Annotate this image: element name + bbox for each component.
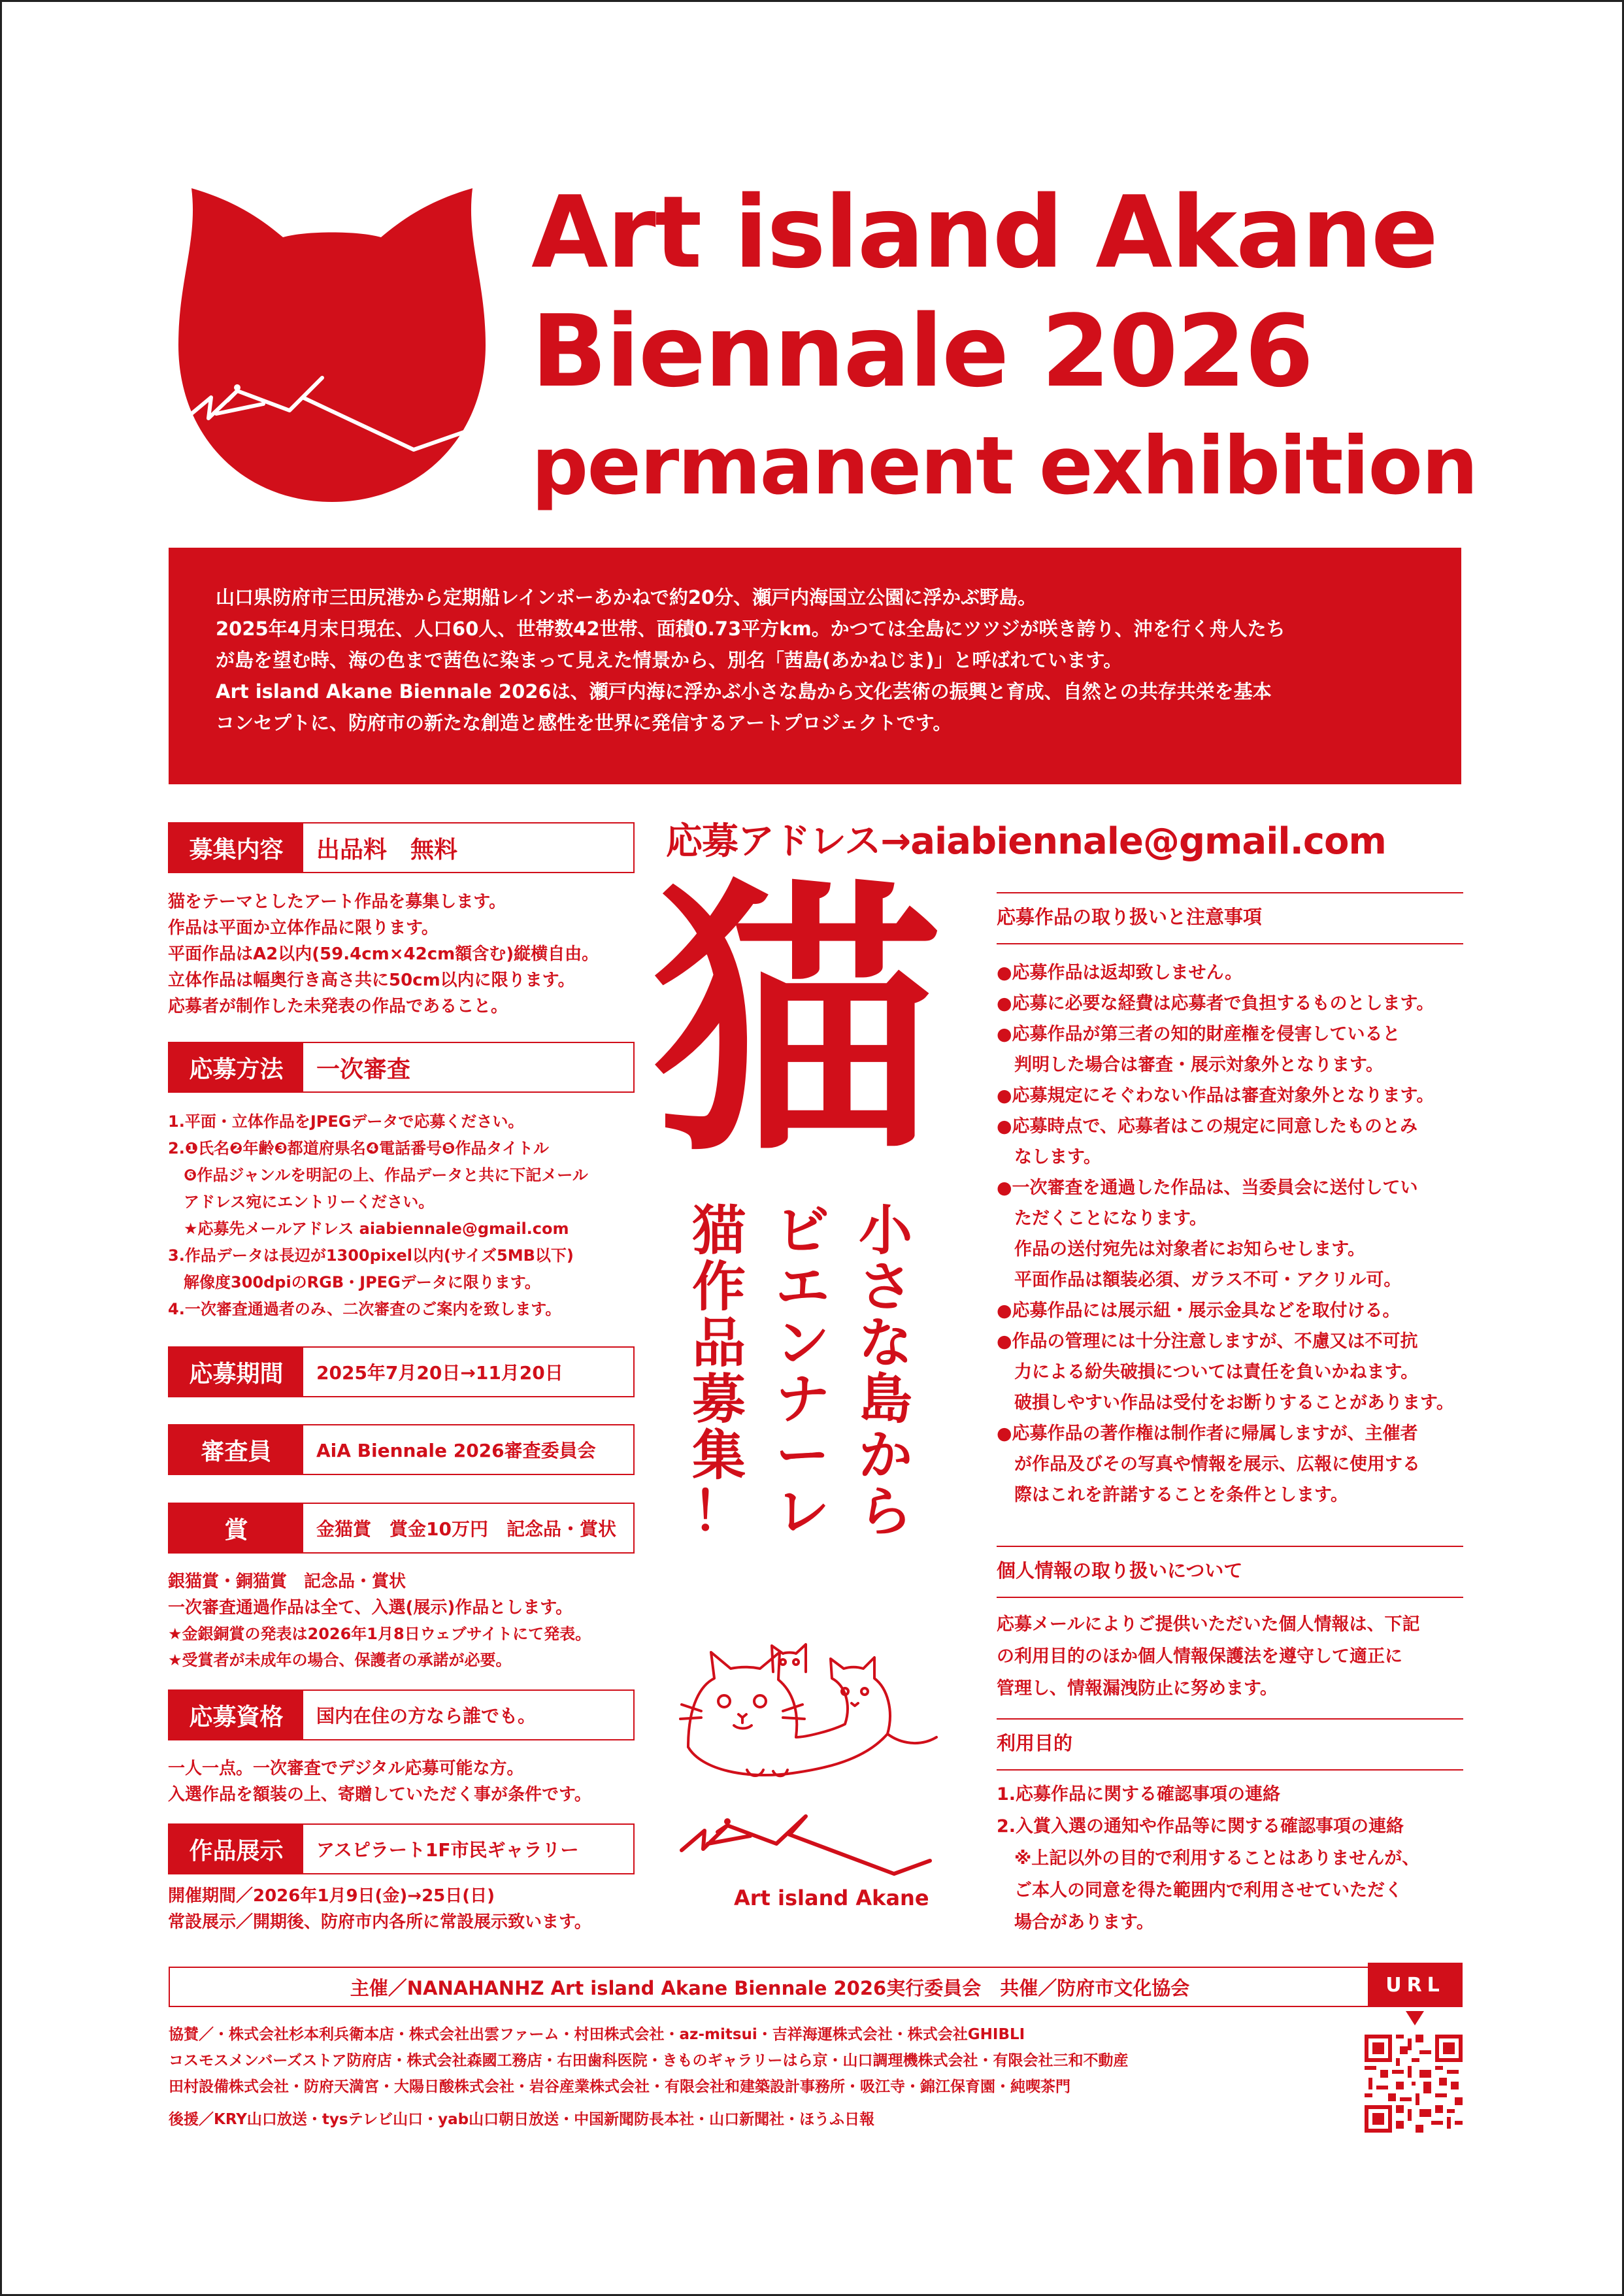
purpose-heading: 利用目的 [997, 1718, 1463, 1771]
entry-address[interactable]: 応募アドレス→aiabiennale@gmail.com [666, 820, 1386, 863]
text-line: ●応募作品は返却致しません。 [997, 963, 1243, 983]
text-line: 開催期間／2026年1月9日(金)→25日(日) [168, 1886, 495, 1906]
intro-line: が島を望む時、海の色まで茜色に染まって見えた情景から、別名「茜島(あかねじま)」と呼ばれています。 [216, 649, 1123, 671]
intro-line: 山口県防府市三田尻港から定期船レインボーあかねで約20分、瀬戸内海国立公園に浮かぶ野島。 [216, 586, 1037, 608]
prize-value: 金猫賞 賞金10万円 記念品・賞状 [316, 1518, 616, 1540]
privacy-text [997, 1608, 1419, 1705]
title-line-1: Art island Akane [531, 175, 1437, 290]
char: 集 [691, 1424, 746, 1487]
text-line: 入選作品を額装の上、寄贈していただく事が条件です。 [168, 1785, 591, 1805]
text-line: ●応募作品の著作権は制作者に帰属しますが、主催者 [997, 1423, 1418, 1444]
sponsor-line: 田村設備株式会社・防府天満宮・大陽日酸株式会社・岩谷産業株式会社・有限会社和建築設計事務所・吸江寺・錦江保育園・純喫茶門 [169, 2078, 1070, 2095]
char: ナ [775, 1368, 829, 1431]
text-line: ★応募先メールアドレス aiabiennale@gmail.com [168, 1220, 569, 1238]
text-line: アドレス宛にエントリーください。 [168, 1193, 435, 1211]
text-line: 平面作品は額装必須、ガラス不可・アクリル可。 [997, 1270, 1402, 1290]
text-line: 銀猫賞・銅猫賞 記念品・賞状 [168, 1572, 406, 1591]
char: 小 [858, 1199, 912, 1262]
handling-heading: 応募作品の取り扱いと注意事項 [997, 892, 1463, 944]
aia-logo [678, 1811, 933, 1876]
cat-logo [165, 182, 499, 515]
vertical-col-1 [856, 1199, 915, 1543]
text-line: ★金銀銅賞の発表は2026年1月8日ウェブサイトにて発表。 [168, 1625, 591, 1643]
organizer-bar: 主催／NANAHANHZ Art island Akane Biennale 2026実行委員会 共催／防府市文化協会 [169, 1967, 1371, 2007]
char: エ [775, 1256, 829, 1318]
big-cat-kanji: 猫 [652, 852, 940, 1190]
intro-line: コンセプトに、防府市の新たな創造と感性を世界に発信するアートプロジェクトです。 [216, 712, 952, 734]
period-label: 応募期間 [169, 1348, 303, 1396]
support-line: 後援／KRY山口放送・tysテレビ山口・yab山口朝日放送・中国新聞防長本社・山口新聞社・ほうふ日報 [169, 2111, 875, 2128]
cats-illustration [675, 1606, 956, 1789]
text-line: の利用目的のほか個人情報保護法を遵守して適正に [997, 1646, 1402, 1667]
recruit-value: 出品料 無料 [316, 836, 458, 863]
char: 品 [691, 1312, 746, 1374]
text-line: 常設展示／開期後、防府市内各所に常設展示致います。 [168, 1912, 591, 1932]
text-line: 3.作品データは長辺が1300pixel以内(サイズ5MB以下) [168, 1246, 574, 1265]
char: 島 [858, 1368, 912, 1431]
char: か [858, 1424, 912, 1487]
vertical-col-2 [773, 1199, 832, 1543]
privacy-heading: 個人情報の取り扱いについて [997, 1546, 1463, 1598]
text-line: 一人一点。一次審査でデジタル応募可能な方。 [168, 1759, 524, 1778]
text-line: ●応募規定にそぐわない作品は審査対象外となります。 [997, 1086, 1434, 1106]
sponsor-line: 協賛／・株式会社杉本利兵衛本店・株式会社出雲ファーム・村田株式会社・az-mitsui・吉祥海運株式会社・株式会社GHIBLI [169, 2026, 1025, 2043]
method-header [168, 1042, 635, 1093]
url-label: URL [1368, 1963, 1463, 2007]
text-line: 平面作品はA2以内(59.4cm×42cm額含む)縦横自由。 [168, 944, 599, 964]
recruit-header [168, 822, 635, 873]
text-line: 破損しやすい作品は受付をお断りすることがあります。 [997, 1393, 1454, 1413]
purpose-text [997, 1778, 1419, 1938]
text-line: 1.平面・立体作品をJPEGデータで応募ください。 [168, 1112, 524, 1131]
text-line: 応募者が制作した未発表の作品であること。 [168, 997, 508, 1016]
text-line: 力による紛失破損については責任を負いかねます。 [997, 1362, 1419, 1382]
method-label: 応募方法 [169, 1043, 303, 1091]
text-line: 際はこれを許諾することを条件とします。 [997, 1485, 1348, 1505]
prize-text [168, 1569, 591, 1673]
text-line: 一次審査通過作品は全て、入選(展示)作品とします。 [168, 1598, 573, 1618]
text-line: ●応募作品が第三者の知的財産権を侵害していると [997, 1024, 1400, 1044]
judges-value: AiA Biennale 2026審査委員会 [316, 1440, 596, 1461]
exhibition-text [168, 1883, 591, 1935]
recruit-label: 募集内容 [169, 824, 303, 872]
char: レ [775, 1480, 829, 1543]
char: な [858, 1312, 912, 1374]
text-line: 1.応募作品に関する確認事項の連絡 [997, 1784, 1281, 1805]
text-line: 管理し、情報漏洩防止に努めます。 [997, 1678, 1278, 1699]
text-line: ご本人の同意を得た範囲内で利用させていただく [997, 1880, 1402, 1901]
text-line: 作品の送付宛先は対象者にお知らせします。 [997, 1239, 1366, 1259]
prize-label: 賞 [169, 1504, 303, 1552]
method-value: 一次審査 [316, 1056, 411, 1083]
vertical-col-3 [689, 1199, 748, 1543]
eligibility-label: 応募資格 [169, 1691, 303, 1739]
sponsors [169, 2021, 1129, 2100]
text-line: 4.一次審査通過者のみ、二次審査のご案内を致します。 [168, 1300, 561, 1318]
char: ！ [691, 1480, 746, 1543]
text-line: 場合があります。 [997, 1912, 1154, 1933]
text-line: ★受賞者が未成年の場合、保護者の承諾が必要。 [168, 1651, 512, 1669]
sponsor-line: コスモスメンバーズストア防府店・株式会社森國工務店・右田歯科医院・きものギャラリーはら京・山口調理機株式会社・有限会社三和不動産 [169, 2052, 1129, 2069]
eligibility-value: 国内在住の方なら誰でも。 [316, 1705, 537, 1727]
period-header [168, 1346, 635, 1397]
handling-text [997, 957, 1454, 1510]
text-line: ●作品の管理には十分注意しますが、不慮又は不可抗 [997, 1331, 1418, 1352]
text-line: 解像度300dpiのRGB・JPEGデータに限ります。 [168, 1273, 540, 1291]
text-line: ●応募作品には展示紐・展示金具などを取付ける。 [997, 1301, 1400, 1321]
char: ー [775, 1424, 829, 1487]
char: ら [858, 1480, 912, 1543]
char: 募 [691, 1368, 746, 1431]
text-line: ●応募に必要な経費は応募者で負担するものとします。 [997, 993, 1434, 1014]
char: ビ [775, 1199, 829, 1262]
text-line: が作品及びその写真や情報を展示、広報に使用する [997, 1454, 1420, 1474]
method-text [168, 1108, 588, 1323]
char: ン [775, 1312, 829, 1374]
text-line: ❻作品ジャンルを明記の上、作品データと共に下記メール [168, 1166, 588, 1184]
title-line-2: Biennale 2026 [531, 293, 1313, 409]
intro-line: 2025年4月末日現在、人口60人、世帯数42世帯、面積0.73平方km。かつては全島にツツジが咲き誇り、沖を行く舟人たち [216, 618, 1285, 640]
exhibition-label: 作品展示 [169, 1825, 303, 1873]
intro-line: Art island Akane Biennale 2026は、瀬戸内海に浮かぶ小さな島から文化芸術の振興と育成、自然との共存共栄を基本 [216, 680, 1272, 703]
char: 作 [691, 1256, 746, 1318]
char: 猫 [691, 1199, 746, 1262]
text-line: 作品は平面か立体作品に限ります。 [168, 918, 439, 938]
text-line: なします。 [997, 1147, 1101, 1167]
text-line: ●応募時点で、応募者はこの規定に同意したものとみ [997, 1116, 1418, 1137]
text-line: ●一次審査を通過した作品は、当委員会に送付してい [997, 1178, 1418, 1198]
exhibition-header [168, 1823, 635, 1874]
title-line-3: permanent exhibition [531, 420, 1477, 512]
qr-code-icon[interactable] [1365, 2035, 1463, 2133]
url-arrow-icon [1406, 2011, 1424, 2025]
text-line: 猫をテーマとしたアート作品を募集します。 [168, 892, 506, 912]
text-line: 2.入賞入選の通知や作品等に関する確認事項の連絡 [997, 1816, 1404, 1837]
intro-box [169, 548, 1461, 784]
text-line: ただくことになります。 [997, 1208, 1207, 1229]
recruit-text [168, 889, 599, 1020]
text-line: 応募メールによりご提供いただいた個人情報は、下記 [997, 1614, 1420, 1635]
period-value: 2025年7月20日→11月20日 [316, 1362, 563, 1384]
judges-label: 審査員 [169, 1425, 303, 1474]
text-line: 2.❶氏名❷年齢❸都道府県名❹電話番号❺作品タイトル [168, 1139, 549, 1157]
logo-caption: Art island Akane [734, 1886, 929, 1910]
char: さ [858, 1256, 912, 1318]
judges-header [168, 1424, 635, 1475]
prize-header [168, 1503, 635, 1554]
exhibition-value: アスピラート1F市民ギャラリー [316, 1839, 579, 1861]
eligibility-text [168, 1755, 591, 1808]
text-line: 判明した場合は審査・展示対象外となります。 [997, 1055, 1384, 1075]
text-line: ※上記以外の目的で利用することはありませんが、 [997, 1848, 1420, 1869]
text-line: 立体作品は幅奥行き高さ共に50cm以内に限ります。 [168, 971, 575, 990]
eligibility-header [168, 1689, 635, 1740]
